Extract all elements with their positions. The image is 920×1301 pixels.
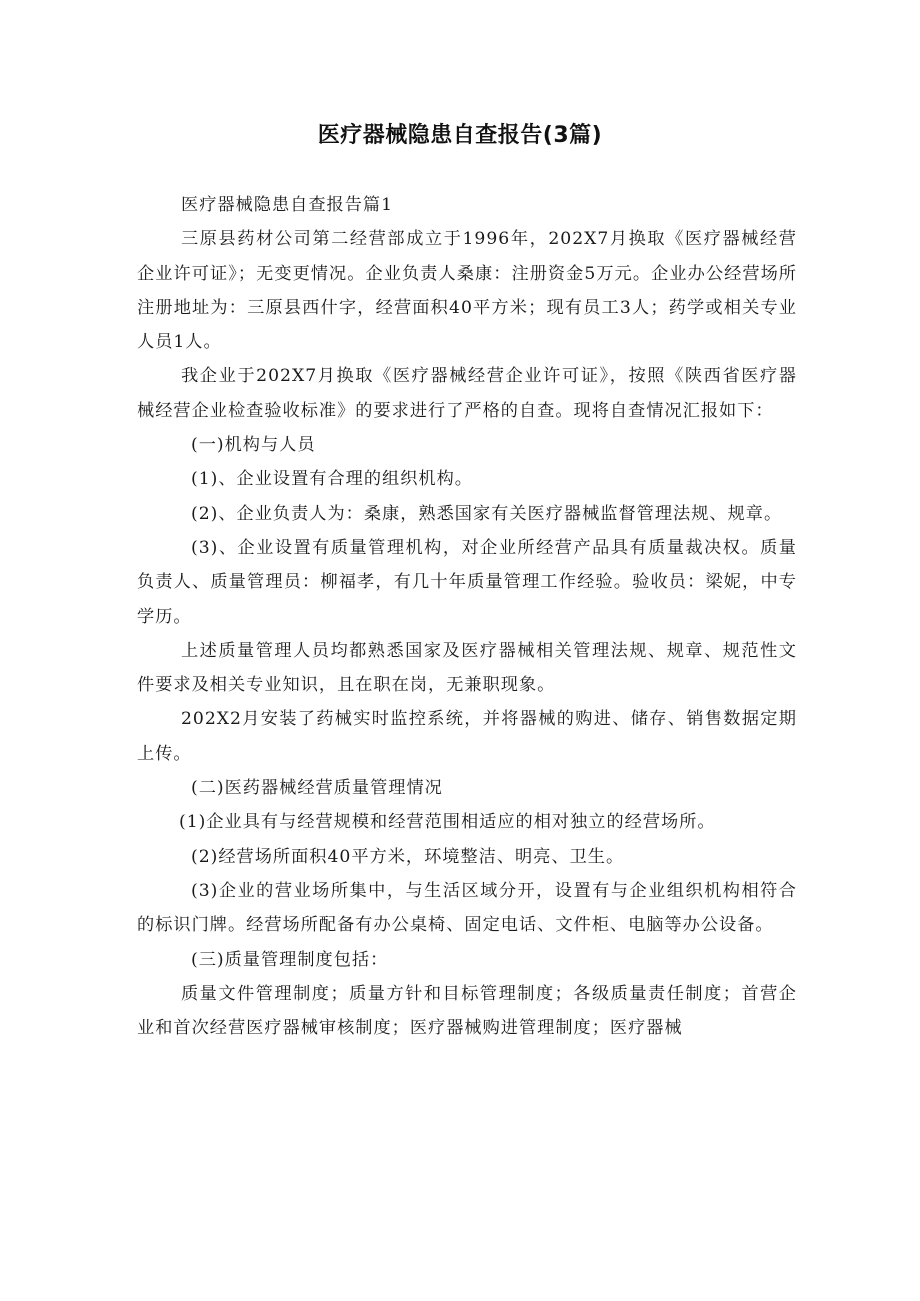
subheading-quality-management: (二)医药器械经营质量管理情况 xyxy=(191,778,443,799)
paragraph-monitoring-system: 202X2月安装了药械实时监控系统，并将器械的购进、储存、销售数据定期上传。 xyxy=(137,709,797,764)
document-title: 医疗器械隐患自查报告(3篇) xyxy=(317,123,603,148)
item-2-manager: (2)、企业负责人为：桑康，熟悉国家有关医疗器械监督管理法规、规章。 xyxy=(191,503,783,524)
item-3-quality-dept: (3)、企业设置有质量管理机构，对企业所经营产品具有质量裁决权。质量负责人、质量管理员：柳福孝，有几十年质量管理工作经验。验收员：梁妮，中专学历。 xyxy=(137,537,797,627)
paragraph-self-inspection-intro: 我企业于202X7月换取《医疗器械经营企业许可证》，按照《陕西省医疗器械经营企业检查验收标准》的要求进行了严格的自查。现将自查情况汇报如下： xyxy=(137,366,797,421)
section-heading: 医疗器械隐患自查报告篇1 xyxy=(181,195,393,215)
item-1-organization: (1)、企业设置有合理的组织机构。 xyxy=(191,469,473,490)
paragraph-company-info: 三原县药材公司第二经营部成立于1996年，202X7月换取《医疗器械经营企业许可证》；无变更情况。企业负责人桑康：注册资金5万元。企业办公经营场所注册地址为：三原县西什字，经营面积40平方米；现有员工3人；药学或相关专业人员1人。 xyxy=(137,229,797,353)
subheading-quality-rules: (三)质量管理制度包括： xyxy=(191,949,389,970)
item-1-premises: (1)企业具有与经营规模和经营范围相适应的相对独立的经营场所。 xyxy=(179,812,716,833)
item-2-area: (2)经营场所面积40平方米，环境整洁、明亮、卫生。 xyxy=(191,846,625,867)
subheading-organization: (一)机构与人员 xyxy=(191,435,316,456)
paragraph-quality-staff: 上述质量管理人员均都熟悉国家及医疗器械相关管理法规、规章、规范性文件要求及相关专业知识，且在职在岗，无兼职现象。 xyxy=(137,640,797,696)
paragraph-rules-list: 质量文件管理制度；质量方针和目标管理制度；各级质量责任制度；首营企业和首次经营医疗器械审核制度；医疗器械购进管理制度；医疗器械 xyxy=(137,983,797,1039)
document-body xyxy=(137,188,797,1045)
item-3-layout: (3)企业的营业场所集中，与生活区域分开，设置有与企业组织机构相符合的标识门牌。经营场所配备有办公桌椅、固定电话、文件柜、电脑等办公设备。 xyxy=(137,880,797,936)
